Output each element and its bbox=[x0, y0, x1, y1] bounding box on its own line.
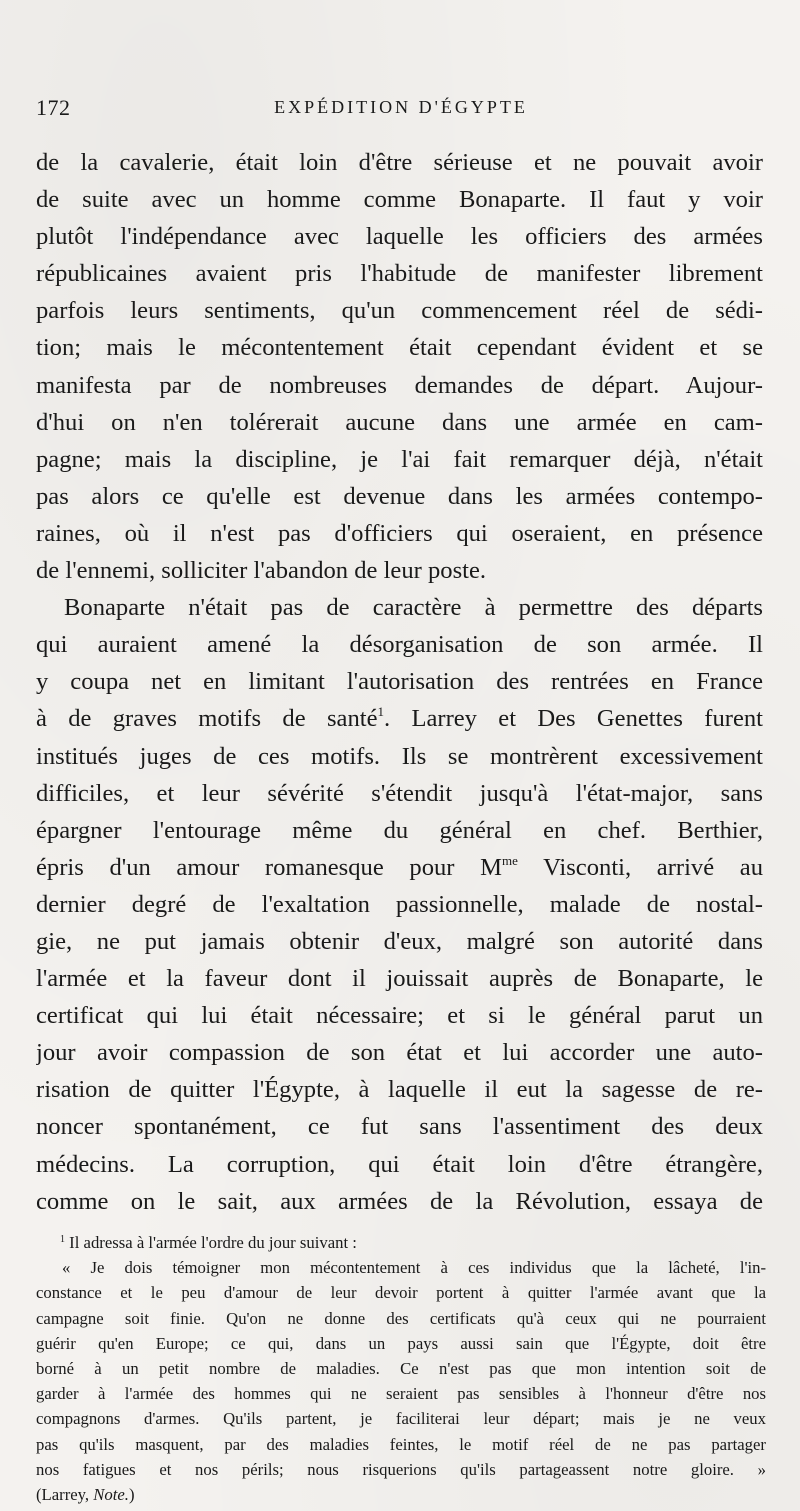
body-line bbox=[36, 849, 763, 886]
body-line: pas alors ce qu'elle est devenue dans les armées contempo- bbox=[36, 482, 763, 510]
footnote-source-note: Note. bbox=[93, 1484, 129, 1504]
footnote-line: pas qu'ils masquent, par des maladies feintes, le motif réel de ne pas partager bbox=[36, 1434, 766, 1454]
footnote-line: garder à l'armée des hommes qui ne seraient pas sensibles à l'honneur d'être nos bbox=[36, 1384, 766, 1404]
body-line: Bonaparte n'était pas de caractère à permettre des départs bbox=[64, 594, 763, 622]
body-line: républicaines avaient pris l'habitude de manifester librement bbox=[36, 260, 763, 288]
body-line: parfois leurs sentiments, qu'un commencement réel de sédi- bbox=[36, 297, 763, 325]
body-line: qui auraient amené la désorganisation de son armée. Il bbox=[36, 631, 763, 659]
body-line: risation de quitter l'Égypte, à laquelle il eut la sagesse de re- bbox=[36, 1076, 763, 1104]
body-line-text: . Larrey et Des Genettes furent bbox=[383, 705, 763, 733]
body-line: pagne; mais la discipline, je l'ai fait remarquer déjà, n'était bbox=[36, 445, 763, 473]
body-line: gie, ne put jamais obtenir d'eux, malgré son autorité dans bbox=[36, 927, 763, 955]
body-line bbox=[36, 700, 763, 737]
title-abbreviation: me bbox=[502, 852, 518, 868]
body-line: manifesta par de nombreuses demandes de départ. Aujour- bbox=[36, 371, 763, 399]
footnotes bbox=[36, 1230, 766, 1507]
body-line-text: à de graves motifs de santé bbox=[36, 705, 378, 733]
body-line-text: Visconti, arrivé au bbox=[517, 853, 763, 881]
footnote-source bbox=[36, 1482, 766, 1507]
body-line: y coupa net en limitant l'autorisation des rentrées en France bbox=[36, 668, 763, 696]
body-line: tion; mais le mécontentement était cependant évident et se bbox=[36, 334, 763, 362]
body-line: plutôt l'indépendance avec laquelle les officiers des armées bbox=[36, 223, 763, 251]
body-line: épargner l'entourage même du général en chef. Berthier, bbox=[36, 816, 763, 844]
body-line: raines, où il n'est pas d'officiers qui oseraient, en présence bbox=[36, 519, 763, 547]
body-text bbox=[36, 144, 763, 1220]
footnote-intro bbox=[36, 1230, 766, 1255]
footnote-text: Il adressa à l'armée l'ordre du jour suivant : bbox=[65, 1233, 357, 1252]
footnote-line: borné à un petit nombre de maladies. Ce n'est pas que mon intention soit de bbox=[36, 1358, 766, 1378]
body-line: de la cavalerie, était loin d'être sérieuse et ne pouvait avoir bbox=[36, 149, 763, 176]
body-line: comme on le sait, aux armées de la Révolution, essaya de bbox=[36, 1187, 763, 1215]
page-header bbox=[36, 95, 766, 125]
footnote-line: nos fatigues et nos périls; nous risquerions qu'ils partageassent notre gloire. » bbox=[36, 1459, 766, 1479]
footnote-source-close: ) bbox=[128, 1484, 135, 1504]
page-number: 172 bbox=[36, 95, 71, 120]
footnote-line: campagne soit finie. Qu'on ne donne des certificats qu'à ceux qui ne pourraient bbox=[36, 1308, 766, 1328]
body-line: l'armée et la faveur dont il jouissait auprès de Bonaparte, le bbox=[36, 965, 763, 993]
body-line: difficiles, et leur sévérité s'étendit jusqu'à l'état-major, sans bbox=[36, 779, 763, 807]
body-line-text: épris d'un amour romanesque pour M bbox=[36, 853, 503, 881]
footnote-marker: 1 bbox=[60, 1234, 65, 1245]
body-line: certificat qui lui était nécessaire; et si le général parut un bbox=[36, 1002, 763, 1030]
body-line: dernier degré de l'exaltation passionnelle, malade de nostal- bbox=[36, 890, 763, 918]
body-line: de l'ennemi, solliciter l'abandon de leur poste. bbox=[36, 557, 487, 585]
body-line: d'hui on n'en tolérerait aucune dans une armée en cam- bbox=[36, 408, 763, 436]
running-title: EXPÉDITION D'ÉGYPTE bbox=[274, 97, 528, 117]
body-line: médecins. La corruption, qui était loin d'être étrangère, bbox=[36, 1150, 763, 1178]
body-line: de suite avec un homme comme Bonaparte. Il faut y voir bbox=[36, 186, 763, 214]
body-line: noncer spontanément, ce fut sans l'assentiment des deux bbox=[36, 1113, 763, 1141]
footnote-line: compagnons d'armes. Qu'ils partent, je faciliterai leur départ; mais je ne veux bbox=[36, 1409, 766, 1429]
body-line: jour avoir compassion de son état et lui accorder une auto- bbox=[36, 1039, 763, 1067]
footnote-line: constance et le peu d'amour de leur devoir portent à quitter l'armée avant que la bbox=[36, 1283, 766, 1303]
body-line: institués juges de ces motifs. Ils se montrèrent excessivement bbox=[36, 742, 763, 770]
footnote-line: « Je dois témoigner mon mécontentement à ces individus que la lâcheté, l'in- bbox=[62, 1258, 766, 1278]
footnote-source-open: (Larrey, bbox=[36, 1484, 94, 1504]
footnote-line: guérir qu'en Europe; ce qui, dans un pays aussi sain que l'Égypte, doit être bbox=[36, 1333, 766, 1353]
footnote-reference: 1 bbox=[377, 704, 384, 720]
